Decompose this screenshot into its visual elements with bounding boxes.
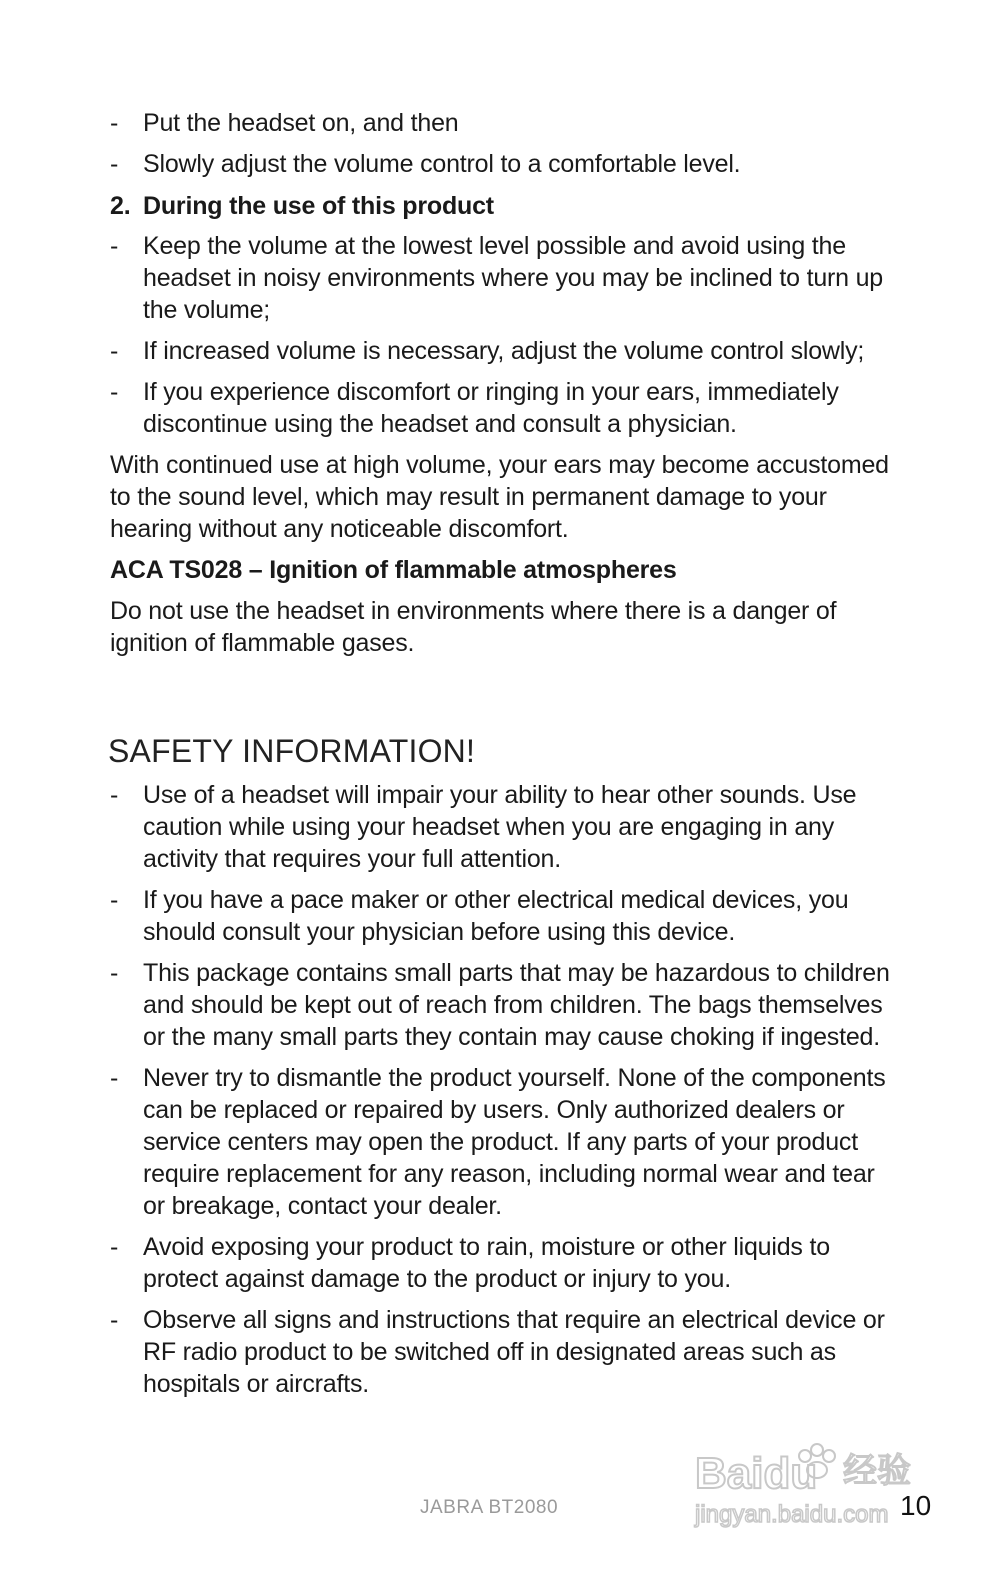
- list-item: [110, 230, 890, 326]
- bullet-dash: -: [110, 337, 119, 365]
- list-item: [110, 1304, 890, 1400]
- page-number: 10: [900, 1490, 932, 1521]
- bullet-dash: -: [110, 1064, 119, 1092]
- list-item-text: Observe all signs and instructions that require an electrical device or RF radio product to be switched off in designated areas such as hospitals or aircrafts.: [143, 1306, 885, 1398]
- list-item: [110, 335, 890, 367]
- list-item: [110, 376, 890, 440]
- safety-list: [110, 779, 890, 1400]
- bullet-dash: -: [110, 886, 119, 914]
- list-item: [110, 107, 890, 139]
- list-item-text: Slowly adjust the volume control to a comfortable level.: [143, 150, 741, 178]
- list-item-text: If you have a pace maker or other electrical medical devices, you should consult your physician before using this device.: [143, 886, 849, 946]
- footer-product: JABRA BT2080: [420, 1497, 559, 1518]
- list-item: [110, 1062, 890, 1222]
- section-number: 2.: [110, 192, 131, 220]
- watermark-url: jingyan.baidu.com: [695, 1501, 889, 1528]
- section-2: [110, 190, 890, 659]
- hearing-warning-paragraph: With continued use at high volume, your ears may become accustomed to the sound level, which may result in permanent damage to your hearing without any noticeable discomfort.: [110, 451, 889, 543]
- list-item-text: Use of a headset will impair your ability to hear other sounds. Use caution while using your headset when you are engaging in any activity that requires your full attention.: [143, 781, 857, 873]
- section-title: During the use of this product: [143, 192, 494, 220]
- bullet-dash: -: [110, 959, 119, 987]
- list-item: [110, 957, 890, 1053]
- list-item-text: This package contains small parts that may be hazardous to children and should be kept out of reach from children. The bags themselves or the many small parts they contain may cause choking if ingested.: [143, 959, 890, 1051]
- list-item-text: Avoid exposing your product to rain, moisture or other liquids to protect against damage to the product or injury to you.: [143, 1233, 830, 1293]
- list-item-text: If you experience discomfort or ringing in your ears, immediately discontinue using the headset and consult a physician.: [143, 378, 839, 438]
- list-item: [110, 1231, 890, 1295]
- list-item: [110, 148, 890, 180]
- list-item-text: If increased volume is necessary, adjust the volume control slowly;: [143, 337, 865, 365]
- bullet-dash: -: [110, 378, 119, 406]
- list-item-text: Keep the volume at the lowest level possible and avoid using the headset in noisy environments where you may be inclined to turn up the volume;: [143, 232, 884, 324]
- aca-paragraph: Do not use the headset in environments where there is a danger of ignition of flammable gases.: [110, 597, 837, 657]
- bullet-dash: -: [110, 781, 119, 809]
- list-item: [110, 884, 890, 948]
- watermark-brand: Baidu: [695, 1449, 818, 1498]
- bullet-dash: -: [110, 150, 119, 178]
- bullet-dash: -: [110, 1233, 119, 1261]
- watermark-cn: 经验: [843, 1451, 911, 1491]
- bullet-dash: -: [110, 232, 119, 260]
- list-item-text: Never try to dismantle the product yourself. None of the components can be replaced or repaired by users. Only authorized dealers or service centers may open the product. If any parts of your product require replacement for any reason, including normal wear and tear or breakage, contact your dealer.: [143, 1064, 886, 1220]
- list-item: [110, 779, 890, 875]
- list-item-text: Put the headset on, and then: [143, 109, 459, 137]
- baidu-watermark: [693, 1430, 923, 1550]
- safety-title: SAFETY INFORMATION!: [108, 733, 476, 769]
- intro-list: [110, 107, 890, 180]
- bullet-dash: -: [110, 1306, 119, 1334]
- section-heading: [110, 190, 890, 222]
- bullet-dash: -: [110, 109, 119, 137]
- aca-heading: ACA TS028 – Ignition of flammable atmospheres: [110, 556, 677, 584]
